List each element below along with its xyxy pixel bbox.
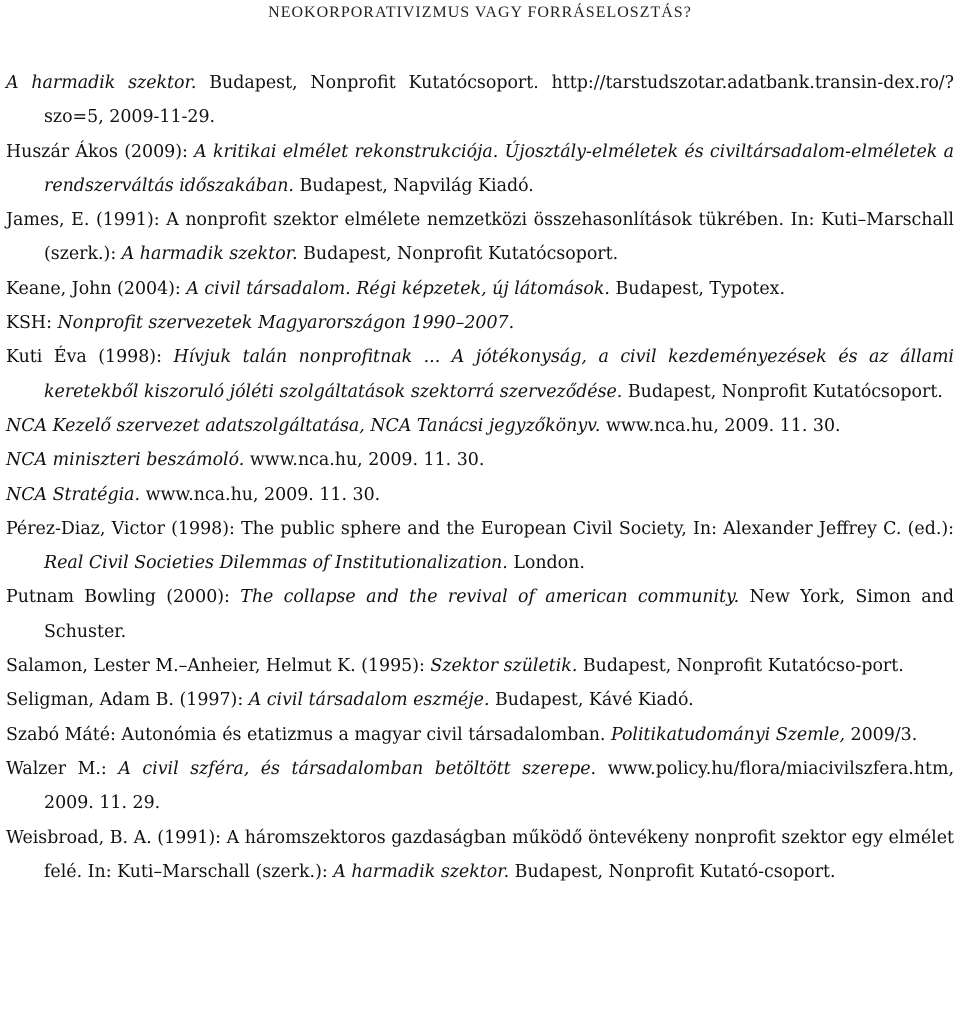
reference-text: KSH: [6, 313, 58, 334]
reference-entry [6, 306, 954, 340]
reference-entry [6, 821, 954, 890]
reference-text: Salamon, Lester M.–Anheier, Helmut K. (1995): [6, 656, 431, 677]
reference-title-text: A civil szféra, és társadalomban betöltött szerepe. [118, 758, 597, 779]
reference-text: Budapest, Nonprofit Kutatócsoport. [622, 381, 943, 402]
reference-entry [6, 718, 954, 752]
reference-entry [6, 752, 954, 821]
reference-entry [6, 409, 954, 443]
reference-title-text: Politikatudományi Szemle, [610, 724, 846, 745]
reference-text: Budapest, Nonprofit Kutatócsoport. [297, 244, 619, 265]
reference-text: Keane, John (2004): [6, 278, 187, 299]
reference-entry [6, 478, 954, 512]
reference-entry [6, 66, 954, 135]
reference-entry [6, 203, 954, 272]
reference-title-text: NCA Stratégia. [6, 484, 141, 505]
reference-text: Seligman, Adam B. (1997): [6, 690, 249, 711]
reference-text: London. [507, 553, 585, 574]
reference-entry [6, 649, 954, 683]
reference-title-text: A harmadik szektor. [6, 73, 197, 93]
reference-text: Szabó Máté: Autonómia és etatizmus a magyar civil társadalomban. [6, 724, 611, 745]
reference-entry [6, 272, 954, 306]
reference-title-text: NCA miniszteri beszámoló. [6, 450, 245, 471]
running-header: NEOKORPORATIVIZMUS VAGY FORRÁSELOSZTÁS? [268, 4, 692, 21]
reference-entry [6, 443, 954, 477]
reference-title-text: Real Civil Societies Dilemmas of Institutionalization. [44, 553, 508, 574]
reference-text: 2009/3. [845, 724, 918, 745]
reference-text: Putnam Bowling (2000): [6, 587, 241, 608]
reference-title-text: Nonprofit szervezetek Magyarországon 1990–2007. [57, 313, 515, 334]
reference-text: Weisbroad, B. A. (1991): A háromszektoros gazdaságban működő öntevékeny nonprofit szektor egy elmélet felé. In: Kuti–Marschall (szerk.): [6, 827, 954, 882]
reference-title-text: A harmadik szektor. [333, 861, 510, 882]
reference-title-text: Hívjuk talán nonprofitnak ... A jótékonyság, a civil kezdeményezések és az állami keretekből kiszoruló jóléti szolgáltatások szektorrá szerveződése. [44, 347, 954, 402]
reference-text: www.nca.hu, 2009. 11. 30. [140, 484, 381, 505]
reference-entry [6, 135, 954, 204]
reference-text: Budapest, Nonprofit Kutatócsoport. http://tarstudszotar.adatbank.transin-dex.ro/?szo=5, 2009-11-29. [44, 73, 954, 128]
reference-list [6, 66, 954, 889]
reference-entry [6, 512, 954, 581]
reference-text: www.nca.hu, 2009. 11. 30. [244, 450, 485, 471]
reference-text: Pérez-Diaz, Victor (1998): The public sphere and the European Civil Society, In: Alexander Jeffrey C. (ed.): [6, 518, 954, 539]
reference-text: Budapest, Nonprofit Kutató-csoport. [509, 861, 836, 882]
reference-entry [6, 580, 954, 649]
reference-entry [6, 340, 954, 409]
reference-title-text: A harmadik szektor. [121, 244, 298, 265]
reference-text: www.nca.hu, 2009. 11. 30. [600, 415, 841, 436]
reference-text: Walzer M.: [6, 758, 119, 779]
reference-text: New York, Simon and Schuster. [44, 587, 955, 642]
reference-text: Huszár Ákos (2009): [6, 141, 195, 162]
reference-text: Budapest, Nonprofit Kutatócso-port. [577, 656, 904, 677]
reference-text: www.policy.hu/flora/miacivilszfera.htm, 2009. 11. 29. [44, 758, 954, 814]
reference-text: Budapest, Kávé Kiadó. [489, 690, 694, 711]
reference-title-text: A civil társadalom eszméje. [248, 690, 490, 711]
reference-entry [6, 683, 954, 717]
reference-text: Kuti Éva (1998): [6, 347, 174, 368]
reference-text: Budapest, Typotex. [609, 278, 786, 299]
reference-text: James, E. (1991): A nonprofit szektor elmélete nemzetközi összehasonlítások tükrében. In: Kuti–Marschall (szerk.): [6, 210, 954, 265]
reference-title-text: A kritikai elmélet rekonstrukciója. Újosztály-elméletek és civiltársadalom-elméletek a rendszerváltás időszakában. [44, 141, 954, 196]
reference-title-text: Szektor születik. [430, 656, 578, 677]
reference-text: Budapest, Napvilág Kiadó. [293, 175, 534, 196]
reference-title-text: The collapse and the revival of american community. [240, 587, 740, 608]
reference-title-text: NCA Kezelő szervezet adatszolgáltatása, NCA Tanácsi jegyzőkönyv. [6, 415, 601, 436]
reference-title-text: A civil társadalom. Régi képzetek, új látomások. [186, 278, 610, 299]
